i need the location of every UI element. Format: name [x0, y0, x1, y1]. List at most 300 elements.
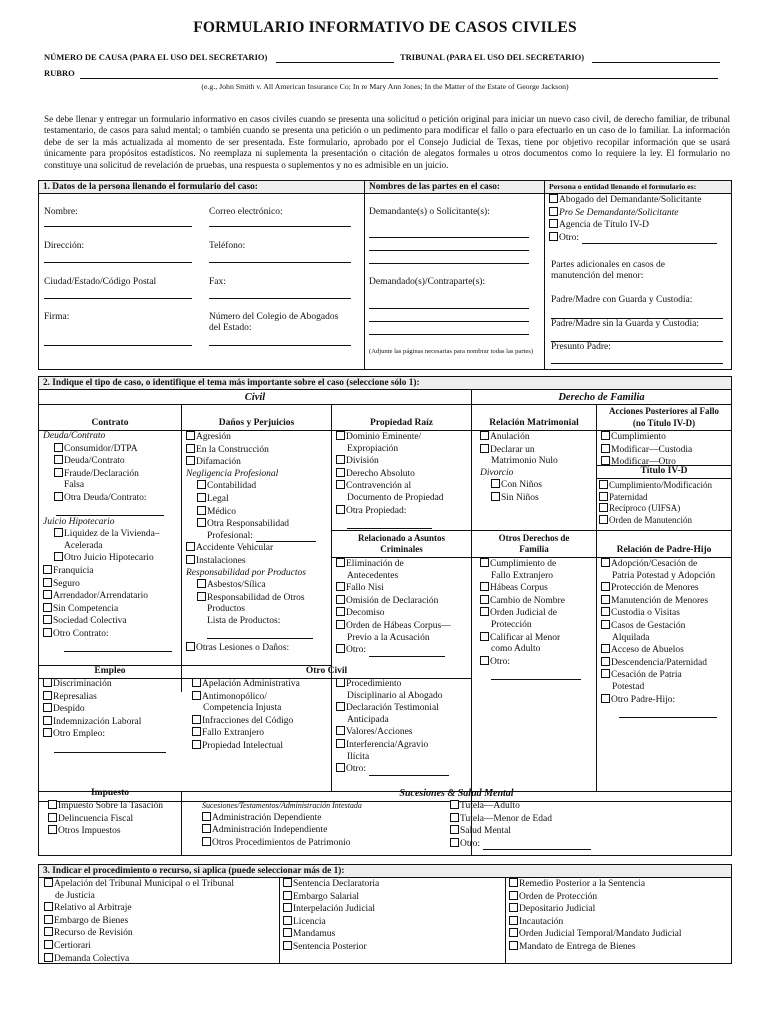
- danos-list: [186, 431, 316, 668]
- chk-resp-otros[interactable]: [186, 592, 316, 605]
- chk-otro-contrato[interactable]: [43, 628, 172, 641]
- chk-cambio-nombre[interactable]: [480, 595, 581, 608]
- otro-civil-list-1: [192, 678, 300, 753]
- chk-apelacion-admin[interactable]: [192, 678, 300, 691]
- label-text: Licencia: [293, 916, 326, 927]
- persona-otro[interactable]: [549, 232, 717, 245]
- checkbox[interactable]: [43, 578, 52, 587]
- firma-field[interactable]: [44, 345, 192, 346]
- label-text: Demanda Colectiva: [54, 953, 130, 964]
- checkbox[interactable]: [480, 558, 489, 567]
- telefono-field[interactable]: [209, 262, 351, 263]
- checkbox[interactable]: [491, 492, 500, 501]
- demandante-field-2[interactable]: [369, 250, 529, 251]
- checkbox[interactable]: [44, 953, 53, 962]
- checkbox[interactable]: [601, 620, 610, 629]
- checkbox[interactable]: [599, 492, 608, 501]
- label-text: Deuda/Contrato: [43, 431, 106, 441]
- s3-list-2: [283, 878, 379, 954]
- chk-otra-deuda[interactable]: [43, 492, 172, 505]
- chk-antimonopolico[interactable]: [192, 691, 300, 704]
- label-text: Orden de Manutención: [609, 514, 692, 525]
- chk-liquidez[interactable]: [43, 528, 172, 541]
- presunto-field[interactable]: [551, 363, 723, 364]
- checkbox[interactable]: [336, 468, 345, 477]
- form-title: FORMULARIO INFORMATIVO DE CASOS CIVILES: [193, 19, 577, 36]
- chk-otra-propiedad[interactable]: [336, 505, 444, 518]
- checkbox[interactable]: [509, 928, 518, 937]
- chk-consumidor[interactable]: [43, 443, 172, 456]
- chk-manutencion-menores[interactable]: [601, 595, 717, 608]
- chk-orden-proteccion[interactable]: [509, 891, 681, 904]
- label-text: Antimonopólico/: [202, 691, 267, 702]
- adicionales-2: manutención del menor:: [551, 271, 644, 281]
- chk-custodia[interactable]: [601, 607, 717, 620]
- presunto-label: Presunto Padre:: [551, 342, 611, 352]
- checkbox[interactable]: [480, 582, 489, 591]
- checkbox[interactable]: [54, 443, 63, 452]
- nombre-field[interactable]: [44, 226, 192, 227]
- checkbox[interactable]: [43, 691, 52, 700]
- chk-mandamus[interactable]: [283, 928, 379, 941]
- correo-field[interactable]: [209, 226, 351, 227]
- label-text: Previo a la Acusación: [347, 632, 430, 643]
- checkbox[interactable]: [54, 492, 63, 501]
- checkbox[interactable]: [599, 480, 608, 489]
- checkbox[interactable]: [186, 444, 195, 453]
- chk-procedimiento[interactable]: [336, 678, 449, 691]
- checkbox[interactable]: [202, 837, 211, 846]
- chk-tutela-adulto[interactable]: [450, 800, 591, 813]
- chk-instalaciones[interactable]: [186, 555, 316, 568]
- checkbox[interactable]: [43, 703, 52, 712]
- chk-otro-familia[interactable]: [480, 656, 581, 669]
- chk-depositario[interactable]: [509, 903, 681, 916]
- chk-arrendador[interactable]: [43, 590, 172, 603]
- direccion-field[interactable]: [44, 262, 192, 263]
- checkbox[interactable]: [186, 431, 195, 440]
- chk-cumplimiento-fallo[interactable]: [480, 558, 581, 571]
- otros-derechos-heading: [472, 533, 596, 555]
- label-text: Declaración Testimonial: [346, 703, 439, 714]
- label-text: como Adulto: [491, 644, 541, 655]
- persona-abogado[interactable]: [549, 194, 717, 207]
- checkbox[interactable]: [197, 518, 206, 527]
- checkbox[interactable]: [283, 878, 292, 887]
- label-text: Indemnización Laboral: [53, 716, 142, 727]
- checkbox[interactable]: [186, 542, 195, 551]
- ciudad-field[interactable]: [44, 298, 192, 299]
- label-text: Responsabilidad de Otros: [207, 592, 305, 603]
- chk-otro-criminal[interactable]: [336, 644, 451, 657]
- checkbox[interactable]: [202, 824, 211, 833]
- colegio-field[interactable]: [209, 345, 351, 346]
- salud-mental-list: [450, 800, 591, 850]
- chk-licencia[interactable]: [283, 916, 379, 929]
- causa-label: NÚMERO DE CAUSA (PARA EL USO DEL SECRETARIO): [44, 52, 268, 62]
- checkbox[interactable]: [44, 940, 53, 949]
- checkbox[interactable]: [192, 715, 201, 724]
- chk-demanda-colectiva[interactable]: [44, 953, 234, 966]
- label-text: Protección de Menores: [611, 583, 699, 594]
- chk-despido[interactable]: [43, 703, 166, 716]
- chk-omision[interactable]: [336, 595, 451, 608]
- chk-construccion[interactable]: [186, 444, 316, 457]
- chk-difamacion[interactable]: [186, 456, 316, 469]
- chk-arbitraje[interactable]: [44, 902, 234, 915]
- label-text: Deuda/Contrato: [64, 456, 125, 467]
- chk-proteccion-menores[interactable]: [601, 582, 717, 595]
- checkbox[interactable]: [43, 678, 52, 687]
- chk-habeas-previo[interactable]: [336, 620, 451, 633]
- label-text: Decomiso: [346, 608, 385, 619]
- checkbox[interactable]: [599, 503, 608, 512]
- label-text: Manutención de Menores: [611, 595, 709, 606]
- checkbox[interactable]: [192, 727, 201, 736]
- demandante-field-1[interactable]: [369, 237, 529, 238]
- checkbox[interactable]: [43, 716, 52, 725]
- chk-contabilidad[interactable]: [186, 480, 316, 493]
- label-text: Consumidor/DTPA: [64, 443, 138, 454]
- chk-otro-empleo[interactable]: [43, 728, 166, 741]
- checkbox[interactable]: [450, 800, 459, 809]
- checkbox[interactable]: [43, 590, 52, 599]
- label-text: de Justicia: [55, 890, 95, 901]
- checkbox[interactable]: [44, 927, 53, 936]
- chk-cumpl-mod[interactable]: [599, 480, 712, 492]
- chk-sociedad[interactable]: [43, 615, 172, 628]
- rubro-field[interactable]: [80, 78, 718, 79]
- label-text: Interferencia/Agravio: [346, 739, 429, 750]
- checkbox[interactable]: [599, 515, 608, 524]
- checkbox[interactable]: [192, 678, 201, 687]
- chk-remedio[interactable]: [509, 878, 681, 891]
- checkbox[interactable]: [48, 825, 57, 834]
- chk-seguro[interactable]: [43, 578, 172, 591]
- chk-infracciones[interactable]: [192, 715, 300, 728]
- checkbox[interactable]: [509, 878, 518, 887]
- chk-fallo-nisi[interactable]: [336, 582, 451, 595]
- checkbox[interactable]: [192, 691, 201, 700]
- chk-franquicia[interactable]: [43, 565, 172, 578]
- label-text: Protección: [491, 619, 532, 630]
- correo-label: Correo electrónico:: [209, 207, 283, 217]
- checkbox[interactable]: [202, 812, 211, 821]
- label-text: Fallo Extranjero: [202, 728, 264, 739]
- label-text: Represalias: [53, 691, 97, 702]
- chk-impuesto-tasacion[interactable]: [48, 800, 163, 813]
- chk-habeas[interactable]: [480, 582, 581, 595]
- checkbox[interactable]: [43, 615, 52, 624]
- chk-division[interactable]: [336, 455, 444, 468]
- checkbox[interactable]: [336, 739, 345, 748]
- chk-eliminacion[interactable]: [336, 558, 451, 571]
- chk-orden-judicial[interactable]: [480, 607, 581, 620]
- chk-apelacion-municipal[interactable]: [44, 878, 234, 891]
- checkbox[interactable]: [283, 903, 292, 912]
- checkbox[interactable]: [336, 558, 345, 567]
- chk-declaracion[interactable]: [336, 702, 449, 715]
- checkbox[interactable]: [601, 694, 610, 703]
- label-text: Otra Responsabilidad: [207, 519, 290, 530]
- label-text: Otra Deuda/Contrato:: [64, 492, 147, 503]
- chk-sin-ninos[interactable]: [480, 492, 558, 505]
- checkbox[interactable]: [601, 456, 610, 465]
- checkbox[interactable]: [480, 595, 489, 604]
- checkbox[interactable]: [450, 838, 459, 847]
- chk-calificar-menor[interactable]: [480, 632, 581, 645]
- demandado-field-3[interactable]: [369, 334, 529, 335]
- label-text: Dominio Eminente/: [346, 432, 422, 442]
- chk-discriminacion[interactable]: [43, 678, 166, 691]
- chk-embargo-salarial[interactable]: [283, 891, 379, 904]
- checkbox[interactable]: [601, 607, 610, 616]
- checkbox[interactable]: [197, 480, 206, 489]
- checkbox[interactable]: [43, 728, 52, 737]
- chk-salud-mental[interactable]: [450, 825, 591, 838]
- checkbox[interactable]: [48, 813, 57, 822]
- checkbox[interactable]: [336, 702, 345, 711]
- chk-mod-custodia[interactable]: [601, 444, 692, 457]
- checkbox[interactable]: [549, 219, 558, 228]
- checkbox[interactable]: [601, 444, 610, 453]
- label-text: Apelación del Tribunal Municipal o el Tribunal: [54, 879, 234, 889]
- s3-list-1: [44, 878, 234, 965]
- chk-interpelacion[interactable]: [283, 903, 379, 916]
- chk-admin-independiente[interactable]: [202, 824, 362, 837]
- causa-field[interactable]: [276, 62, 394, 63]
- checkbox[interactable]: [549, 207, 558, 216]
- label-text: Acceso de Abuelos: [611, 645, 684, 656]
- checkbox[interactable]: [601, 669, 610, 678]
- chk-reciproco[interactable]: [599, 503, 712, 515]
- checkbox[interactable]: [549, 232, 558, 241]
- chk-deuda[interactable]: [43, 455, 172, 468]
- label-text: Negligencia Profesional: [186, 468, 279, 479]
- label-text: Sucesiones/Testamentos/Administración Intestada: [202, 801, 362, 810]
- checkbox[interactable]: [450, 813, 459, 822]
- direccion-label: Dirección:: [44, 241, 85, 251]
- checkbox[interactable]: [336, 763, 345, 772]
- s3-list-3: [509, 878, 681, 954]
- checkbox[interactable]: [43, 628, 52, 637]
- chk-medico[interactable]: [186, 506, 316, 519]
- label-text: Embargo Salarial: [293, 891, 360, 902]
- chk-adopcion[interactable]: [601, 558, 717, 571]
- persona-agencia[interactable]: [549, 219, 717, 232]
- chk-cesacion[interactable]: [601, 669, 717, 682]
- chk-gestacion[interactable]: [601, 620, 717, 633]
- checkbox[interactable]: [336, 607, 345, 616]
- chk-revision[interactable]: [44, 927, 234, 940]
- checkbox[interactable]: [48, 800, 57, 809]
- checkbox[interactable]: [336, 480, 345, 489]
- chk-otra-resp[interactable]: [186, 518, 316, 531]
- checkbox[interactable]: [509, 903, 518, 912]
- checkbox[interactable]: [283, 928, 292, 937]
- chk-represalias[interactable]: [43, 691, 166, 704]
- checkbox[interactable]: [197, 592, 206, 601]
- chk-anulacion[interactable]: [480, 431, 558, 444]
- checkbox[interactable]: [197, 506, 206, 515]
- demandado-field-2[interactable]: [369, 321, 529, 322]
- label-text: Fallo Extranjero: [491, 570, 553, 581]
- checkbox[interactable]: [283, 916, 292, 925]
- checkbox[interactable]: [509, 891, 518, 900]
- chk-orden-manutencion[interactable]: [599, 515, 712, 527]
- label-text: Juicio Hipotecario: [43, 516, 115, 527]
- adicionales-1: Partes adicionales en casos de: [551, 260, 665, 270]
- tribunal-label: TRIBUNAL (PARA EL USO DEL SECRETARIO): [400, 52, 585, 62]
- checkbox[interactable]: [192, 740, 201, 749]
- label-text: Salud Mental: [460, 826, 511, 837]
- checkbox[interactable]: [336, 595, 345, 604]
- chk-otros-patrimonio[interactable]: [202, 837, 362, 850]
- chk-contravencion[interactable]: [336, 480, 444, 493]
- checkbox[interactable]: [549, 194, 558, 203]
- label-text: Agresión: [196, 432, 231, 442]
- criminales-heading: [332, 533, 471, 555]
- checkbox[interactable]: [480, 431, 489, 440]
- label-text: Apelación Administrativa: [202, 679, 300, 689]
- chk-propiedad-intelectual[interactable]: [192, 740, 300, 753]
- checkbox[interactable]: [186, 456, 195, 465]
- checkbox[interactable]: [336, 582, 345, 591]
- chk-descendencia[interactable]: [601, 657, 717, 670]
- checkbox[interactable]: [54, 455, 63, 464]
- chk-delincuencia-fiscal[interactable]: [48, 813, 163, 826]
- checkbox[interactable]: [601, 582, 610, 591]
- checkbox[interactable]: [491, 479, 500, 488]
- empleo-heading: Empleo: [94, 666, 126, 676]
- checkbox[interactable]: [44, 915, 53, 924]
- checkbox[interactable]: [54, 528, 63, 537]
- chk-interferencia[interactable]: [336, 739, 449, 752]
- chk-sin-competencia[interactable]: [43, 603, 172, 616]
- chk-abuelos[interactable]: [601, 644, 717, 657]
- checkbox[interactable]: [480, 607, 489, 616]
- checkbox[interactable]: [43, 603, 52, 612]
- chk-accidente[interactable]: [186, 542, 316, 555]
- label-text: Adopción/Cesación de: [611, 559, 698, 569]
- checkbox[interactable]: [336, 644, 345, 653]
- checkbox[interactable]: [336, 726, 345, 735]
- checkbox[interactable]: [601, 558, 610, 567]
- chk-asbestos[interactable]: [186, 579, 316, 592]
- chk-sentencia-posterior[interactable]: [283, 941, 379, 954]
- chk-cumplimiento[interactable]: [601, 431, 692, 444]
- chk-agresion[interactable]: [186, 431, 316, 444]
- demandante-field-3[interactable]: [369, 263, 529, 264]
- label-text: Arrendador/Arrendatario: [53, 591, 148, 602]
- checkbox[interactable]: [54, 468, 63, 477]
- chk-declarar-nulo[interactable]: [480, 444, 558, 457]
- checkbox[interactable]: [54, 552, 63, 561]
- persona-title: Persona o entidad llenando el formulario es:: [545, 181, 731, 194]
- checkbox[interactable]: [480, 444, 489, 453]
- label-text: Declarar un: [490, 444, 535, 455]
- chk-orden-temporal[interactable]: [509, 928, 681, 941]
- checkbox[interactable]: [509, 916, 518, 925]
- checkbox[interactable]: [336, 505, 345, 514]
- checkbox[interactable]: [480, 632, 489, 641]
- label-text: Procedimiento: [346, 679, 402, 689]
- chk-valores[interactable]: [336, 726, 449, 739]
- label-text: Otro:: [346, 764, 367, 775]
- chk-fraude[interactable]: [43, 468, 172, 481]
- chk-con-ninos[interactable]: [480, 479, 558, 492]
- checkbox[interactable]: [186, 555, 195, 564]
- chk-legal[interactable]: [186, 493, 316, 506]
- chk-otras-lesiones[interactable]: [186, 642, 316, 655]
- checkbox[interactable]: [450, 825, 459, 834]
- checkbox[interactable]: [336, 455, 345, 464]
- colegio-label-1: Número del Colegio de Abogados: [209, 312, 339, 322]
- chk-otros-impuestos[interactable]: [48, 825, 163, 838]
- tribunal-field[interactable]: [592, 62, 720, 63]
- checkbox[interactable]: [336, 431, 345, 440]
- chk-dominio[interactable]: [336, 431, 444, 444]
- label-text: Profesional:: [207, 530, 253, 541]
- chk-indemnizacion[interactable]: [43, 716, 166, 729]
- chk-otro-sucesiones[interactable]: [450, 838, 591, 851]
- persona-prose[interactable]: [549, 207, 717, 220]
- label-text: Legal: [207, 493, 229, 504]
- checkbox[interactable]: [43, 565, 52, 574]
- checkbox[interactable]: [601, 644, 610, 653]
- label-text: Relativo al Arbitraje: [54, 903, 132, 914]
- chk-embargo-bienes[interactable]: [44, 915, 234, 928]
- chk-certiorari[interactable]: [44, 940, 234, 953]
- checkbox[interactable]: [601, 431, 610, 440]
- label-text: Otro:: [346, 645, 367, 656]
- chk-mandato-entrega[interactable]: [509, 941, 681, 954]
- contrato-list: [43, 431, 172, 653]
- otro-civil-list-2: [336, 678, 449, 776]
- checkbox[interactable]: [44, 902, 53, 911]
- label-text: Otro Empleo:: [53, 729, 105, 740]
- chk-decomiso[interactable]: [336, 607, 451, 620]
- chk-admin-dependiente[interactable]: [202, 812, 362, 825]
- sucesiones-list: [202, 800, 362, 849]
- checkbox[interactable]: [283, 891, 292, 900]
- checkbox[interactable]: [186, 642, 195, 651]
- chk-otro-padre-hijo[interactable]: [601, 694, 717, 707]
- chk-paternidad[interactable]: [599, 492, 712, 504]
- checkbox[interactable]: [509, 941, 518, 950]
- fax-field[interactable]: [209, 298, 351, 299]
- checkbox[interactable]: [336, 620, 345, 629]
- chk-sentencia-declaratoria[interactable]: [283, 878, 379, 891]
- checkbox[interactable]: [44, 878, 53, 887]
- demandado-field-1[interactable]: [369, 308, 529, 309]
- checkbox[interactable]: [601, 657, 610, 666]
- chk-fallo-extranjero[interactable]: [192, 727, 300, 740]
- label-text: Omisión de Declaración: [346, 595, 439, 606]
- checkbox[interactable]: [601, 595, 610, 604]
- checkbox[interactable]: [283, 941, 292, 950]
- checkbox[interactable]: [197, 579, 206, 588]
- chk-otro-civil[interactable]: [336, 763, 449, 776]
- chk-tutela-menor[interactable]: [450, 813, 591, 826]
- checkbox[interactable]: [197, 493, 206, 502]
- checkbox[interactable]: [336, 678, 345, 687]
- checkbox[interactable]: [480, 656, 489, 665]
- chk-derecho-absoluto[interactable]: [336, 468, 444, 481]
- label-text: Propiedad Intelectual: [202, 740, 283, 751]
- chk-otro-juicio[interactable]: [43, 552, 172, 565]
- chk-incautacion[interactable]: [509, 916, 681, 929]
